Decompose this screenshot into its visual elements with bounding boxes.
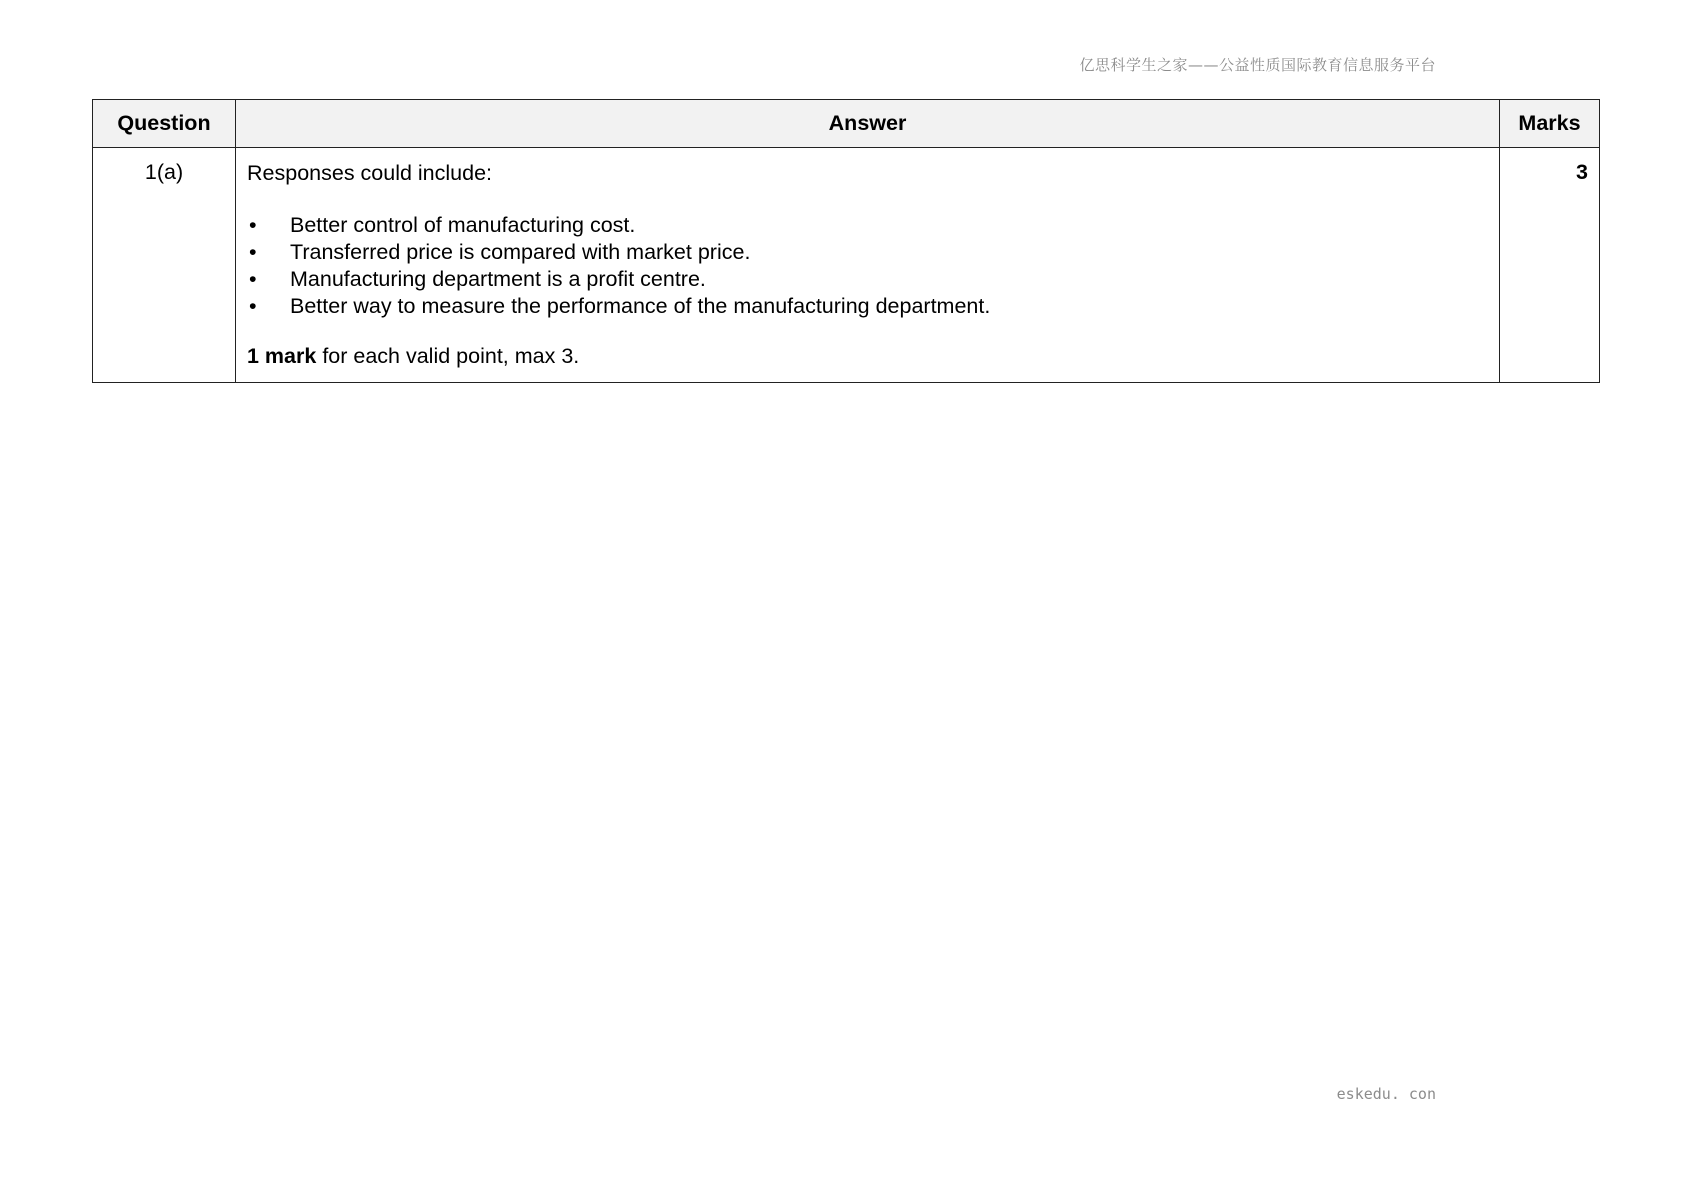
bullet-icon: • <box>249 294 257 318</box>
answer-column-header: Answer <box>236 100 1500 148</box>
marking-note-text: for each valid point, max 3. <box>316 344 580 368</box>
footer-watermark: eskedu. con <box>1336 1085 1436 1103</box>
table-body <box>93 148 1600 383</box>
question-column-header: Question <box>93 100 236 148</box>
answer-points-list <box>247 212 1489 320</box>
answer-point-text: Better control of manufacturing cost. <box>290 213 636 237</box>
marks-value: 3 <box>1500 148 1600 383</box>
list-item <box>247 239 1489 266</box>
header-row <box>93 100 1600 148</box>
answer-point-text: Manufacturing department is a profit centre. <box>290 267 706 291</box>
answer-point-text: Better way to measure the performance of the manufacturing department. <box>290 294 991 318</box>
answer-point-text: Transferred price is compared with market price. <box>290 240 751 264</box>
list-item <box>247 212 1489 239</box>
question-number: 1(a) <box>93 148 236 383</box>
marks-column-header: Marks <box>1500 100 1600 148</box>
answer-intro: Responses could include: <box>247 161 493 185</box>
table-header <box>93 100 1600 148</box>
list-item <box>247 266 1489 293</box>
list-item <box>247 293 1489 320</box>
bullet-icon: • <box>249 213 257 237</box>
table-row <box>93 148 1600 383</box>
mark-scheme-table <box>92 99 1600 383</box>
marking-note <box>247 343 1489 370</box>
marking-note-bold: 1 mark <box>247 344 317 368</box>
bullet-icon: • <box>249 240 257 264</box>
answer-cell <box>236 148 1500 383</box>
bullet-icon: • <box>249 267 257 291</box>
header-watermark: 亿思科学生之家——公益性质国际教育信息服务平台 <box>1079 56 1436 74</box>
